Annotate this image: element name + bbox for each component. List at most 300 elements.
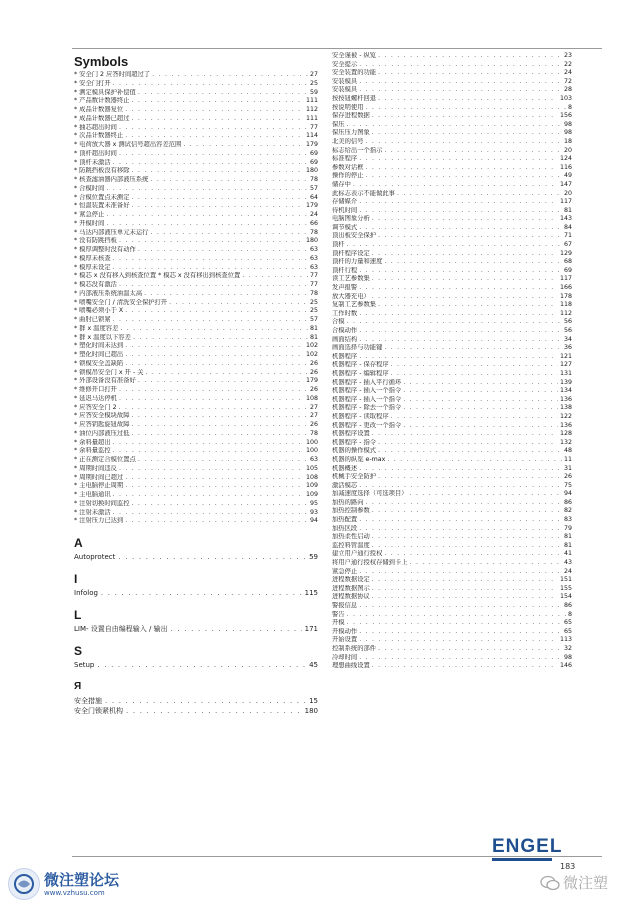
dot-leader (378, 95, 558, 104)
dot-leader (359, 465, 562, 474)
index-entry (74, 106, 318, 115)
dot-leader (119, 465, 304, 474)
entry-page: 24 (309, 211, 318, 218)
dot-leader (101, 588, 302, 598)
section-letter: A (74, 536, 83, 550)
index-entry (332, 275, 572, 284)
entry-page: 81 (563, 533, 572, 541)
entry-term: 北美的信号 (332, 137, 364, 145)
entry-page: 77 (309, 123, 318, 131)
index-entry (332, 525, 572, 534)
dot-leader (347, 241, 562, 250)
entry-page: 63 (309, 263, 318, 271)
dot-leader (359, 155, 558, 164)
entry-term: * 维修开口打开 (74, 386, 117, 393)
entry-page: 86 (563, 498, 572, 506)
entry-term: 标志给出一个指示 (332, 146, 383, 154)
dot-leader (397, 190, 562, 199)
dot-leader (359, 284, 558, 293)
entry-page: 131 (559, 369, 572, 377)
entry-page: 143 (559, 215, 572, 223)
dot-leader (138, 89, 308, 98)
entry-term: * 喷嘴必须小于 X (74, 307, 124, 315)
entry-term: 警报信息 (332, 602, 358, 609)
dot-leader (384, 258, 562, 267)
entry-page: 20 (563, 146, 572, 154)
index-entry (332, 95, 572, 104)
entry-term: 参数对话框 (332, 163, 364, 171)
index-entry (74, 290, 318, 299)
entry-term: 标准程序 (332, 155, 358, 163)
entry-page: 83 (563, 516, 572, 524)
entry-term: 此标志表示不能做此事 (332, 189, 395, 197)
entry-term: 机器的纵览 e-max (332, 455, 386, 463)
dot-leader (171, 624, 302, 634)
dot-leader (403, 396, 558, 405)
wechat-icon (540, 875, 560, 891)
entry-page: 68 (563, 258, 572, 266)
index-entry (74, 517, 318, 526)
dot-leader (106, 220, 308, 229)
index-entry (332, 404, 572, 413)
index-entry (332, 636, 572, 645)
entry-page: 28 (563, 86, 572, 94)
dot-leader (359, 525, 562, 534)
entry-term: 理想曲线设置 (332, 662, 370, 670)
entry-term: 保存进程数据 (332, 112, 370, 120)
dot-leader (403, 422, 558, 431)
entry-page: 78 (309, 176, 318, 183)
index-entry (74, 89, 318, 98)
index-entry (332, 215, 572, 224)
dot-leader (119, 124, 308, 133)
entry-term: * 延迟马达停机 (74, 394, 117, 402)
engel-logo-bar (492, 858, 552, 861)
index-entry (332, 662, 572, 671)
dot-leader (125, 360, 308, 369)
entry-term: 机械手安全防护 (332, 473, 377, 481)
entry-term: 机器的操作模式 (332, 447, 377, 455)
entry-page: 20 (563, 189, 572, 197)
dot-leader (365, 499, 562, 508)
entry-term: 操作的停止 (332, 172, 364, 180)
index-entry (74, 299, 318, 308)
entry-term: 进程数据设定 (332, 576, 370, 584)
entry-term: * 应答安全门 2 (74, 403, 117, 411)
index-entry (74, 115, 318, 124)
entry-term: 保压压力图象 (332, 129, 370, 137)
dot-leader (113, 80, 308, 89)
entry-page: 81 (309, 324, 318, 332)
entry-term: 按说明使用 (332, 103, 364, 111)
index-entry (74, 351, 318, 360)
entry-page: 18 (563, 137, 572, 145)
entry-page: 31 (563, 464, 572, 472)
dot-leader (378, 447, 562, 456)
section-letter: I (74, 572, 78, 586)
entry-page: 66 (309, 219, 318, 227)
dot-leader (403, 404, 558, 413)
right-index-list (332, 52, 572, 671)
entry-page: 56 (563, 318, 572, 326)
dot-leader (359, 310, 558, 319)
entry-page: 81 (563, 541, 572, 549)
entry-page: 82 (563, 507, 572, 515)
index-entry (74, 80, 318, 89)
entry-page: 179 (305, 202, 318, 210)
index-entry (332, 361, 572, 370)
wechat-watermark (540, 872, 608, 893)
entry-term: 开模动作 (332, 627, 358, 635)
entry-term: 工作时数 (332, 309, 358, 317)
entry-term: 合模 (332, 318, 345, 326)
dot-leader (113, 159, 308, 168)
dot-leader (359, 267, 562, 276)
dot-leader (372, 275, 558, 284)
entry-page: 69 (309, 149, 318, 157)
entry-page: 45 (309, 661, 318, 669)
entry-page: 100 (305, 438, 318, 446)
dot-leader (378, 232, 562, 241)
entry-term: 机器程序 - 插入一个指令 (332, 395, 402, 403)
entry-term: * 主电脑停止周期 (74, 482, 124, 490)
entry-term: 保压 (332, 120, 345, 128)
dot-leader (347, 619, 562, 628)
entry-page: 136 (559, 395, 572, 403)
dot-leader (125, 351, 304, 360)
index-entry (332, 396, 572, 405)
dot-leader (372, 293, 558, 302)
entry-page: 48 (563, 447, 572, 455)
dot-leader (125, 132, 304, 141)
entry-page: 102 (305, 342, 318, 350)
entry-page: 124 (559, 155, 572, 163)
entry-term: * 周期时间已超过 (74, 473, 124, 481)
entry-term: * 喷嘴安全门 / 清洗安全保护打开 (74, 298, 168, 306)
forum-watermark-url: www.vzhusu.com (44, 888, 105, 897)
entry-term: 加热区段 (332, 524, 358, 532)
entry-page: 69 (563, 266, 572, 274)
index-entry (332, 250, 572, 259)
index-entry (332, 104, 572, 113)
entry-page: 78 (309, 429, 318, 437)
entry-term: 安全提示 (332, 60, 358, 68)
entry-term: * 合模时间 (74, 184, 105, 192)
dot-leader (372, 430, 558, 439)
dot-leader (359, 568, 562, 577)
dot-leader (372, 250, 558, 259)
entry-page: 72 (563, 77, 572, 85)
entry-term: 开模 (332, 619, 345, 627)
dot-leader (120, 325, 308, 334)
index-entry (74, 124, 318, 133)
entry-page: 118 (559, 301, 572, 309)
entry-term: 安装模具 (332, 86, 358, 94)
entry-term: 建立用户通行授权 (332, 550, 383, 558)
entry-term: 机器程序 - 插入平行循环 (332, 378, 402, 386)
dot-leader (169, 299, 308, 308)
index-entry (332, 284, 572, 293)
dot-leader (378, 439, 558, 448)
index-entry (74, 307, 318, 316)
dot-leader (359, 636, 558, 645)
index-entry (332, 52, 572, 61)
entry-page: 57 (309, 316, 318, 323)
index-entry (74, 159, 318, 168)
entry-page: 94 (309, 517, 318, 525)
entry-term: 监控料管温度 (332, 541, 370, 549)
entry-page: 26 (309, 368, 318, 376)
entry-term: 存储媒介 (332, 198, 358, 206)
entry-page: 156 (559, 112, 572, 120)
entry-page: 79 (563, 524, 572, 532)
index-entry (74, 202, 318, 211)
index-entry (332, 155, 572, 164)
entry-term: 顶出板安全保护 (332, 232, 377, 240)
entry-term: * 核查滤油器内部液压系统 (74, 176, 149, 183)
index-entry (74, 194, 318, 203)
index-entry (332, 473, 572, 482)
entry-term: 加热柔性启动 (332, 533, 370, 541)
index-entry (332, 430, 572, 439)
index-entry (332, 628, 572, 637)
dot-leader (125, 482, 304, 491)
entry-page: 65 (563, 627, 572, 635)
entry-term: 安全装置的功能 (332, 69, 377, 77)
entry-page: 98 (563, 653, 572, 661)
index-entry (74, 229, 318, 238)
index-entry (74, 334, 318, 343)
dot-leader (125, 106, 304, 115)
entry-page: 180 (305, 167, 318, 175)
dot-leader (138, 456, 308, 465)
entry-term: 安装模具 (332, 77, 358, 85)
index-entry (332, 447, 572, 456)
dot-leader (132, 500, 308, 509)
entry-page: 179 (305, 141, 318, 148)
entry-term: * 电荷放大器 x 测试信号超出容差范围 (74, 141, 182, 148)
index-entry (74, 660, 318, 670)
index-entry (74, 141, 318, 150)
entry-page: 77 (309, 281, 318, 288)
entry-term: 激活模芯 (332, 481, 358, 489)
entry-page: 94 (563, 490, 572, 498)
entry-term: * 注射未激活 (74, 508, 111, 516)
entry-page: 109 (305, 491, 318, 498)
dot-leader (138, 377, 304, 386)
entry-term: * 成品计数器复位 (74, 106, 124, 113)
entry-page: 171 (304, 625, 318, 633)
index-entry (74, 456, 318, 465)
dot-leader (132, 97, 304, 106)
entry-page: 100 (305, 447, 318, 455)
entry-term: 按按钮螺杆回退 (332, 94, 377, 102)
forum-watermark (8, 868, 119, 900)
entry-page: 138 (559, 404, 572, 412)
entry-page: 26 (309, 421, 318, 428)
index-entry (74, 439, 318, 448)
dot-leader (359, 61, 562, 70)
entry-term: 安全门锁紧机构 (74, 707, 123, 715)
entry-page: 8 (567, 610, 572, 618)
entry-term: 读工艺参数集 (332, 275, 370, 283)
entry-page: 63 (309, 246, 318, 253)
dot-leader (391, 361, 558, 370)
index-entry (332, 490, 572, 499)
dot-leader (359, 602, 562, 611)
dot-leader (372, 112, 558, 121)
entry-term: 复制工艺参数集 (332, 301, 377, 309)
index-entry (332, 318, 572, 327)
symbols-list (74, 71, 318, 526)
index-entry (332, 129, 572, 138)
dot-leader (359, 207, 562, 216)
index-entry (332, 310, 572, 319)
index-entry (332, 147, 572, 156)
entry-page: 23 (563, 52, 572, 59)
index-entry (74, 624, 318, 634)
dot-leader (113, 255, 308, 264)
dot-leader (359, 198, 558, 207)
dot-leader (97, 660, 306, 670)
entry-term: * 模厚未设定 (74, 263, 111, 271)
entry-page: 26 (309, 359, 318, 367)
entry-page: 41 (563, 550, 572, 558)
dot-leader (403, 379, 558, 388)
dot-leader (152, 71, 308, 80)
entry-page: 109 (305, 482, 318, 490)
section-letter: Я (74, 681, 82, 692)
dot-leader (138, 246, 308, 255)
entry-page: 128 (559, 430, 572, 438)
entry-term: 画面结构 (332, 335, 358, 343)
entry-page: 27 (309, 412, 318, 420)
index-entry (332, 198, 572, 207)
dot-leader (133, 334, 308, 343)
entry-page: 25 (309, 79, 318, 87)
dot-leader (372, 662, 558, 671)
letter-section (74, 572, 318, 598)
dot-leader (378, 69, 562, 78)
entry-page: 113 (559, 636, 572, 644)
dot-leader (359, 654, 562, 663)
entry-term: Setup (74, 661, 95, 669)
entry-page: 103 (559, 94, 572, 102)
dot-leader (113, 316, 308, 325)
entry-page: 84 (563, 223, 572, 231)
index-entry (332, 413, 572, 422)
index-entry (74, 386, 318, 395)
dot-leader (242, 272, 308, 281)
entry-page: 26 (309, 386, 318, 393)
dot-leader (391, 413, 558, 422)
index-entry (332, 138, 572, 147)
entry-term: * 注射切换时间监控 (74, 499, 130, 507)
index-entry (74, 395, 318, 404)
index-entry (332, 172, 572, 181)
index-entry (332, 387, 572, 396)
entry-term: 机器程序 - 插入一个指令 (332, 387, 402, 395)
entry-term: * 主电脑通讯 (74, 491, 111, 498)
index-entry (332, 190, 572, 199)
entry-term: 机器程序 - 指令 (332, 438, 377, 446)
index-entry (74, 552, 318, 562)
entry-page: 139 (559, 378, 572, 386)
dot-leader (410, 490, 562, 499)
dot-leader (372, 585, 558, 594)
dot-leader (347, 611, 566, 620)
entry-term: * 安全门打开 (74, 79, 111, 87)
index-entry (332, 422, 572, 431)
index-entry (332, 465, 572, 474)
entry-term: * 顶杆未激活 (74, 158, 111, 166)
index-entry (74, 377, 318, 386)
index-entry (74, 264, 318, 273)
index-entry (332, 645, 572, 654)
entry-term: 待机时间 (332, 206, 358, 214)
dot-leader (150, 229, 308, 238)
entry-page: 64 (309, 193, 318, 201)
entry-term: * 成品计数器已超过 (74, 114, 130, 122)
entry-term: * 锁模吊安全门 x 开 - 关 (74, 368, 144, 376)
index-entry (332, 602, 572, 611)
entry-page: 178 (559, 292, 572, 300)
dot-leader (387, 456, 562, 465)
entry-term: * 应答钥匙旋钮故障 (74, 421, 130, 428)
index-entry (332, 533, 572, 542)
entry-page: 151 (559, 576, 572, 584)
dot-leader (378, 473, 562, 482)
dot-leader (113, 509, 308, 518)
letter-section (74, 680, 318, 716)
entry-page: 114 (305, 132, 318, 140)
entry-term: * 外部设备没有准备好 (74, 377, 136, 385)
dot-leader (372, 129, 562, 138)
symbols-heading: Symbols (74, 54, 129, 69)
entry-page: 117 (559, 275, 572, 283)
dot-leader (359, 336, 562, 345)
entry-term: 加减速度选择（可选项目） (332, 490, 408, 498)
entry-page: 56 (563, 327, 572, 334)
dot-leader (118, 552, 306, 562)
dot-leader (183, 141, 304, 150)
entry-term: * 恒温装置未准备好 (74, 202, 130, 210)
index-entry (332, 654, 572, 663)
entry-term: 安全谨被 - 纵览 (332, 52, 377, 59)
entry-term: 安全措施 (74, 697, 102, 705)
entry-term: Autoprotect (74, 553, 116, 561)
entry-page: 59 (309, 88, 318, 96)
index-entry (332, 482, 572, 491)
entry-page: 121 (559, 352, 572, 360)
dot-leader (125, 307, 308, 316)
entry-term: * 群 x 温度容差 (74, 324, 119, 332)
index-entry (332, 593, 572, 602)
dot-leader (384, 550, 562, 559)
index-entry (74, 255, 318, 264)
entry-page: 59 (309, 553, 318, 561)
index-entry (332, 267, 572, 276)
entry-term: 警告 (332, 610, 345, 618)
forum-logo-icon (8, 868, 40, 900)
entry-term: 冷却时间 (332, 653, 358, 661)
index-entry (332, 559, 572, 568)
entry-page: 81 (563, 206, 572, 214)
index-entry (332, 112, 572, 121)
dot-leader (113, 264, 308, 273)
index-entry (332, 439, 572, 448)
entry-term: * 合模位置点未测定 (74, 193, 130, 201)
